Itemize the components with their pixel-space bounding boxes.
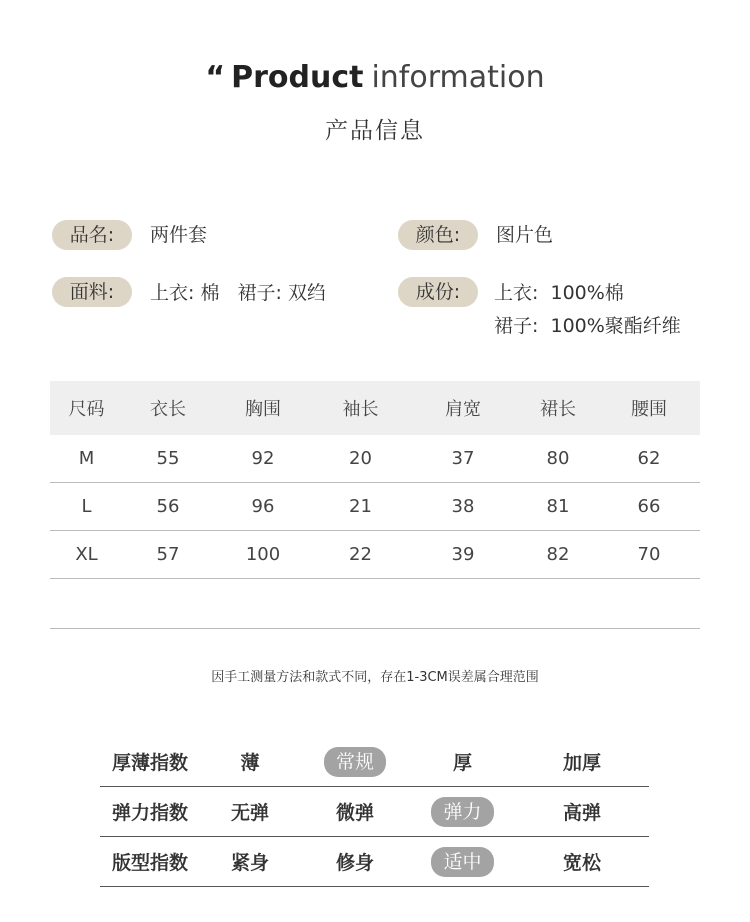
- option: 加厚: [562, 752, 601, 774]
- fabric-label: 面料:: [52, 277, 132, 307]
- row-label: 厚薄指数: [111, 752, 188, 774]
- table-cell: 38: [451, 496, 475, 517]
- fit-row: [100, 837, 649, 887]
- composition-value-top: 上衣: 100%棉: [494, 282, 624, 304]
- table-cell: 22: [349, 544, 372, 565]
- row-label: 弹力指数: [111, 802, 188, 824]
- option-selected: 适中: [410, 847, 515, 877]
- table-cell: 20: [349, 448, 372, 469]
- option-selected: 弹力: [410, 797, 515, 827]
- row-label: 版型指数: [111, 852, 188, 874]
- table-cell: 37: [451, 448, 475, 469]
- table-cell: 82: [546, 544, 570, 565]
- table-cell: 66: [637, 496, 661, 517]
- header-cell: 裙长: [540, 399, 576, 420]
- table-cell: L: [81, 496, 92, 517]
- table-cell: 56: [156, 496, 180, 517]
- table-cell: 100: [245, 544, 281, 565]
- color-label: 颜色:: [398, 220, 478, 250]
- table-cell: 92: [251, 448, 275, 469]
- composition-value-skirt: 裙子: 100%聚酯纤维: [494, 315, 681, 337]
- option: 紧身: [230, 852, 269, 874]
- size-table-header: [50, 381, 700, 435]
- table-cell: XL: [75, 544, 98, 565]
- table-cell: 70: [637, 544, 661, 565]
- fabric-value: 上衣: 棉 裙子: 双绉: [150, 282, 327, 304]
- table-cell: 81: [546, 496, 570, 517]
- header-cell: 胸围: [245, 399, 281, 420]
- page-title: [0, 60, 750, 95]
- header-cell: 尺码: [68, 399, 105, 420]
- option-selected: 常规: [300, 747, 410, 777]
- table-row: [50, 483, 700, 531]
- table-cell: 39: [451, 544, 475, 565]
- title-bold: Product: [231, 60, 364, 95]
- table-row: [50, 435, 700, 483]
- size-table: [50, 381, 700, 629]
- table-cell: 96: [251, 496, 275, 517]
- option: 高弹: [562, 802, 601, 824]
- table-cell: 62: [637, 448, 661, 469]
- header-cell: 袖长: [342, 399, 379, 420]
- color-value: 图片色: [496, 224, 554, 246]
- table-cell: 80: [546, 448, 570, 469]
- option: 宽松: [562, 852, 601, 874]
- table-cell: M: [78, 448, 95, 469]
- quote-mark: “: [205, 60, 226, 95]
- elasticity-row: [100, 787, 649, 837]
- table-cell: 57: [156, 544, 180, 565]
- measurement-note: 因手工测量方法和款式不同，存在1-3CM误差属合理范围: [211, 670, 539, 685]
- table-row: [50, 531, 700, 579]
- option: 无弹: [230, 802, 269, 824]
- table-cell: 55: [156, 448, 180, 469]
- option: 厚: [452, 752, 472, 774]
- header-cell: 肩宽: [445, 399, 481, 420]
- option: 薄: [240, 752, 260, 774]
- title-light: information: [371, 60, 545, 95]
- name-value: 两件套: [150, 224, 208, 246]
- feel-table: [100, 737, 649, 887]
- empty-row: [50, 579, 700, 629]
- header-cell: 衣长: [150, 399, 186, 420]
- table-cell: 21: [349, 496, 372, 517]
- option: 修身: [335, 852, 374, 874]
- option: 微弹: [335, 802, 374, 824]
- composition-label: 成份:: [398, 277, 478, 307]
- header-cell: 腰围: [631, 399, 667, 420]
- thickness-row: [100, 737, 649, 787]
- page-subtitle: 产品信息: [325, 118, 425, 144]
- name-label: 品名:: [52, 220, 132, 250]
